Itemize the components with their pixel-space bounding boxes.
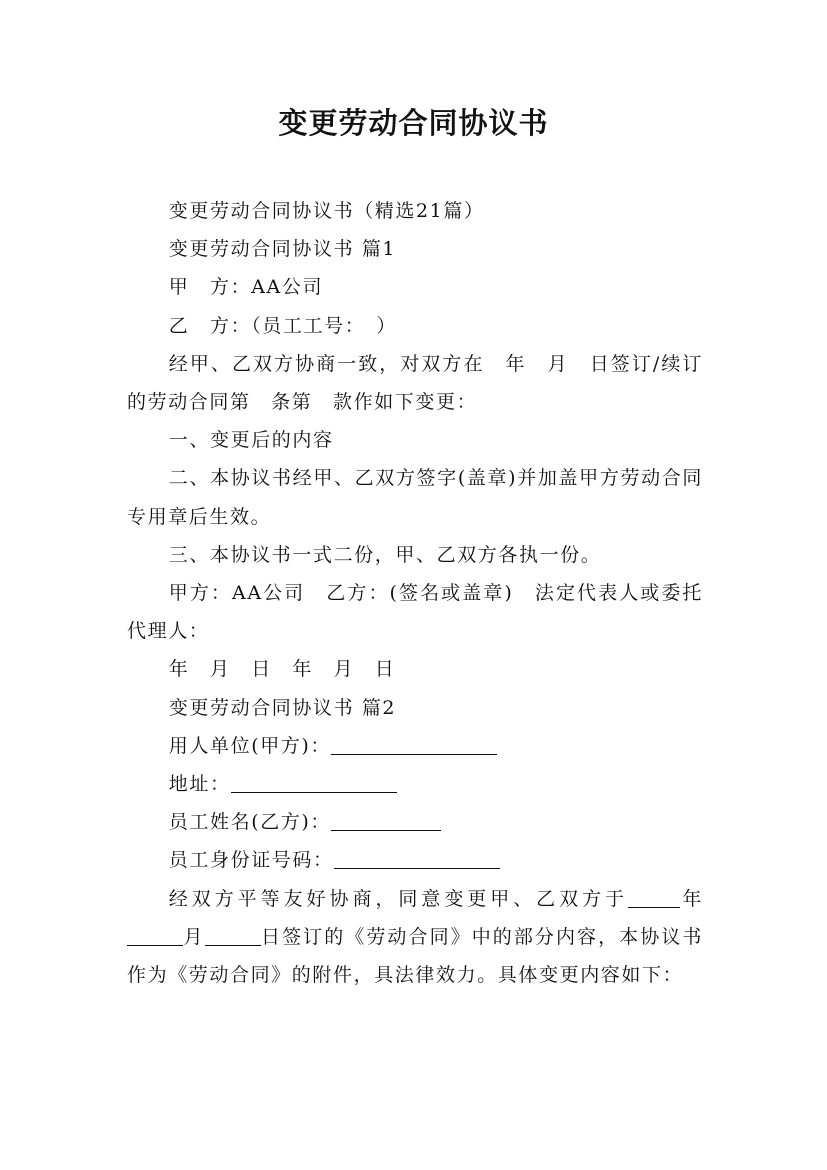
employee-name-blank-line xyxy=(331,810,441,831)
change-text-a: 经双方平等友好协商，同意变更甲、乙双方于 xyxy=(168,887,629,910)
document-title: 变更劳动合同协议书 xyxy=(278,106,549,140)
employer-label: 用人单位(甲方)： xyxy=(168,734,332,757)
address-blank-line xyxy=(231,772,397,793)
paragraph-clause-3: 三、本协议书一式二份，甲、乙双方各执一份。 xyxy=(168,543,602,566)
id-number-blank-line xyxy=(334,848,500,869)
paragraph-employee-name-field xyxy=(127,803,703,841)
paragraph-employer-field xyxy=(127,727,703,765)
paragraph-section-heading-2: 变更劳动合同协议书 篇2 xyxy=(168,696,397,719)
paragraph-change-agreement xyxy=(127,880,703,995)
paragraph-id-number-field xyxy=(127,841,703,879)
paragraph-party-a: 甲 方：AA公司 xyxy=(168,276,324,299)
paragraph-dates: 年 月 日 年 月 日 xyxy=(168,658,396,681)
change-text-rest: 日签订的《劳动合同》中的部分内容，本协议书作为《劳动合同》的附件，具法律效力。具体变更内容如下： xyxy=(127,925,703,987)
paragraph-intro: 变更劳动合同协议书（精选21篇） xyxy=(168,200,485,222)
paragraph-signatures: 甲方：AA公司 乙方：(签名或盖章) 法定代表人或委托代理人： xyxy=(127,582,703,643)
year-blank-line xyxy=(628,887,680,908)
paragraph-party-b: 乙 方：（员工工号： ） xyxy=(168,314,397,337)
employer-blank-line xyxy=(331,734,497,755)
paragraph-section-heading-1: 变更劳动合同协议书 篇1 xyxy=(168,238,397,261)
document-body xyxy=(127,192,703,994)
employee-name-label: 员工姓名(乙方)： xyxy=(168,811,332,834)
change-text-year: 年 xyxy=(680,887,703,910)
day-blank-line xyxy=(205,925,261,946)
id-number-label: 员工身份证号码： xyxy=(168,849,334,872)
paragraph-address-field xyxy=(127,765,703,803)
month-blank-line xyxy=(127,925,183,946)
address-label: 地址： xyxy=(168,773,231,796)
paragraph-clause-2: 二、本协议书经甲、乙双方签字(盖章)并加盖甲方劳动合同专用章后生效。 xyxy=(127,467,703,528)
paragraph-agreement: 经甲、乙双方协商一致，对双方在 年 月 日签订/续订的劳动合同第 条第 款作如下变更： xyxy=(127,352,703,414)
paragraph-clause-1: 一、变更后的内容 xyxy=(168,429,334,452)
change-text-month: 月 xyxy=(183,925,205,948)
